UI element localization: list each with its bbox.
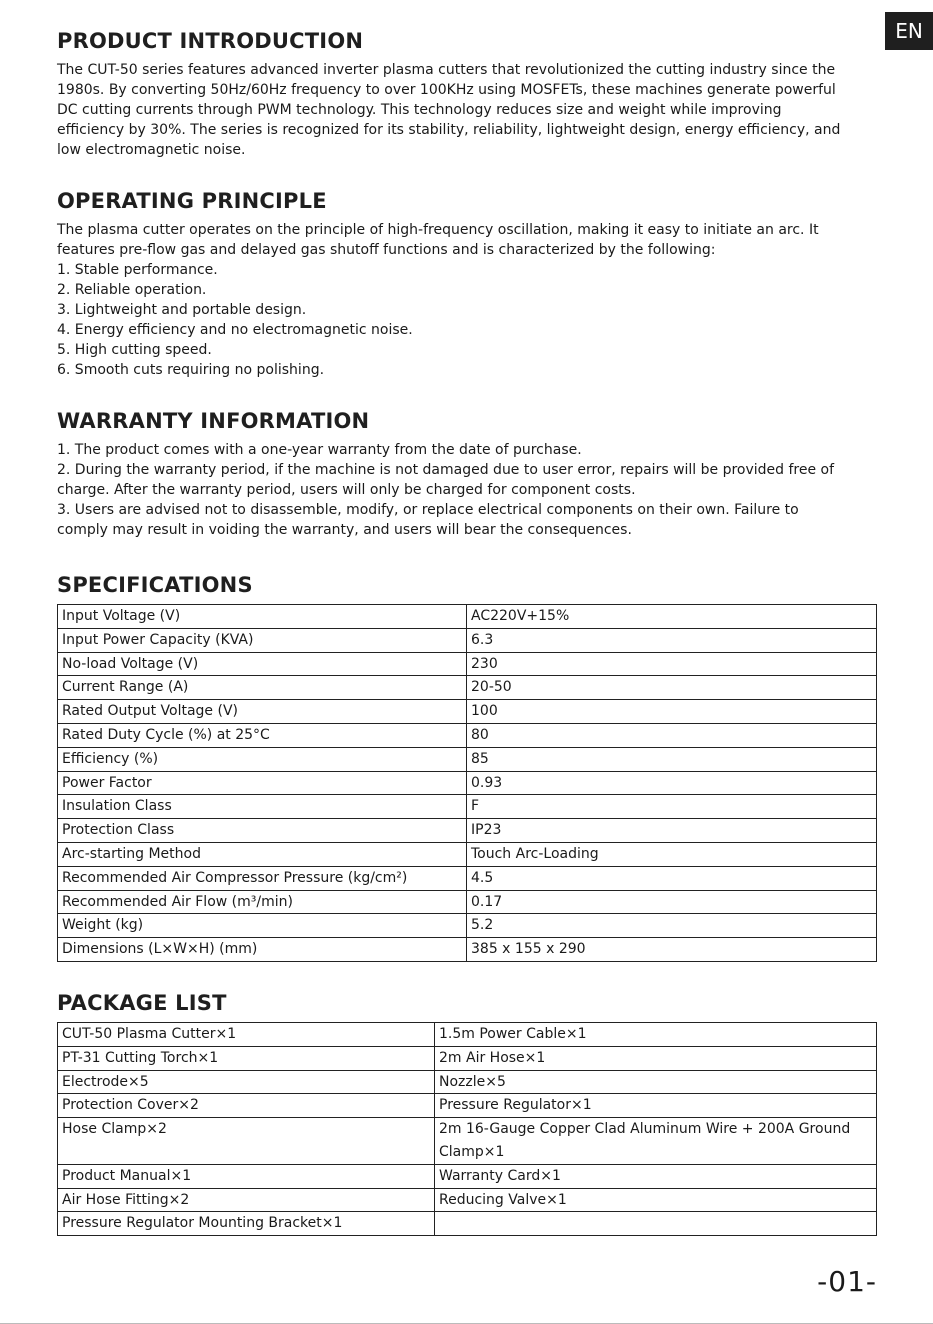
warranty-heading: WARRANTY INFORMATION [57, 409, 370, 433]
table-row [58, 771, 877, 795]
spec-label: Protection Class [58, 819, 467, 843]
language-tab: EN [885, 12, 933, 50]
spec-label: No-load Voltage (V) [58, 652, 467, 676]
package-table [57, 1022, 877, 1236]
warranty-line: charge. After the warranty period, users will only be charged for component costs. [57, 482, 636, 498]
intro-line: The CUT-50 series features advanced inverter plasma cutters that revolutionized the cutting industry since the [57, 62, 836, 78]
spec-label: Rated Output Voltage (V) [58, 700, 467, 724]
principle-feature-item: 3. Lightweight and portable design. [57, 302, 307, 318]
warranty-line: 1. The product comes with a one-year warranty from the date of purchase. [57, 442, 582, 458]
spec-label: Insulation Class [58, 795, 467, 819]
spec-label: Recommended Air Flow (m³/min) [58, 890, 467, 914]
table-row [58, 723, 877, 747]
package-item: Pressure Regulator×1 [435, 1094, 877, 1118]
table-row [58, 652, 877, 676]
spec-value: 85 [467, 747, 877, 771]
package-item: 2m Air Hose×1 [435, 1046, 877, 1070]
table-row [58, 1022, 877, 1046]
principle-feature-item: 2. Reliable operation. [57, 282, 207, 298]
package-item: 1.5m Power Cable×1 [435, 1022, 877, 1046]
principle-feature-item: 6. Smooth cuts requiring no polishing. [57, 362, 325, 378]
package-heading: PACKAGE LIST [57, 990, 227, 1015]
spec-label: Dimensions (L×W×H) (mm) [58, 938, 467, 962]
table-row [58, 1212, 877, 1236]
package-item [435, 1212, 877, 1236]
table-row [58, 914, 877, 938]
spec-value: 0.17 [467, 890, 877, 914]
package-item: CUT-50 Plasma Cutter×1 [58, 1022, 435, 1046]
specifications-heading: SPECIFICATIONS [57, 573, 253, 597]
spec-label: Power Factor [58, 771, 467, 795]
table-row [58, 605, 877, 629]
table-row [58, 1046, 877, 1070]
package-item: Reducing Valve×1 [435, 1188, 877, 1212]
package-item: Hose Clamp×2 [58, 1118, 435, 1165]
spec-value: 0.93 [467, 771, 877, 795]
warranty-line: 2. During the warranty period, if the machine is not damaged due to user error, repairs will be provided free of [57, 462, 835, 478]
spec-value: AC220V+15% [467, 605, 877, 629]
package-item: PT-31 Cutting Torch×1 [58, 1046, 435, 1070]
package-item: Product Manual×1 [58, 1164, 435, 1188]
table-row [58, 700, 877, 724]
spec-label: Input Power Capacity (KVA) [58, 628, 467, 652]
intro-line: efficiency by 30%. The series is recognized for its stability, reliability, lightweight design, energy efficiency, and [57, 122, 841, 138]
spec-label: Recommended Air Compressor Pressure (kg/cm²) [58, 866, 467, 890]
principle-heading: OPERATING PRINCIPLE [57, 189, 327, 213]
principle-line: features pre-flow gas and delayed gas shutoff functions and is characterized by the following: [57, 242, 716, 258]
package-item: Nozzle×5 [435, 1070, 877, 1094]
principle-feature-item: 4. Energy efficiency and no electromagnetic noise. [57, 322, 413, 338]
specifications-section [57, 570, 877, 962]
spec-label: Input Voltage (V) [58, 605, 467, 629]
spec-value: F [467, 795, 877, 819]
warranty-section [57, 406, 877, 540]
package-item: Air Hose Fitting×2 [58, 1188, 435, 1212]
specifications-table [57, 604, 877, 962]
table-row [58, 842, 877, 866]
table-row [58, 890, 877, 914]
table-row [58, 1118, 877, 1165]
principle-feature-item: 5. High cutting speed. [57, 342, 212, 358]
spec-value: 80 [467, 723, 877, 747]
table-row [58, 819, 877, 843]
intro-line: DC cutting currents through PWM technology. This technology reduces size and weight while improving [57, 102, 782, 118]
spec-label: Weight (kg) [58, 914, 467, 938]
package-item: Electrode×5 [58, 1070, 435, 1094]
table-row [58, 628, 877, 652]
spec-value: 20-50 [467, 676, 877, 700]
package-item: Protection Cover×2 [58, 1094, 435, 1118]
principle-line: The plasma cutter operates on the principle of high-frequency oscillation, making it easy to initiate an arc. It [57, 222, 819, 238]
spec-value: 230 [467, 652, 877, 676]
table-row [58, 676, 877, 700]
intro-section [57, 26, 877, 160]
package-section [57, 988, 877, 1236]
table-row [58, 938, 877, 962]
intro-line: 1980s. By converting 50Hz/60Hz frequency to over 100KHz using MOSFETs, these machines generate powerful [57, 82, 836, 98]
spec-label: Efficiency (%) [58, 747, 467, 771]
table-row [58, 1094, 877, 1118]
document-body [57, 26, 877, 1236]
spec-value: 385 x 155 x 290 [467, 938, 877, 962]
package-item: Pressure Regulator Mounting Bracket×1 [58, 1212, 435, 1236]
spec-value: Touch Arc-Loading [467, 842, 877, 866]
intro-line: low electromagnetic noise. [57, 142, 246, 158]
spec-value: 6.3 [467, 628, 877, 652]
spec-value: 100 [467, 700, 877, 724]
package-item: Warranty Card×1 [435, 1164, 877, 1188]
spec-value: 5.2 [467, 914, 877, 938]
spec-label: Rated Duty Cycle (%) at 25°C [58, 723, 467, 747]
warranty-line: 3. Users are advised not to disassemble, modify, or replace electrical components on their own. Failure to [57, 502, 799, 518]
table-row [58, 1164, 877, 1188]
principle-section [57, 186, 877, 380]
principle-feature-item: 1. Stable performance. [57, 262, 218, 278]
spec-label: Arc-starting Method [58, 842, 467, 866]
table-row [58, 1188, 877, 1212]
table-row [58, 1070, 877, 1094]
package-item: 2m 16-Gauge Copper Clad Aluminum Wire + 200A Ground Clamp×1 [435, 1118, 877, 1165]
warranty-line: comply may result in voiding the warranty, and users will bear the consequences. [57, 522, 632, 538]
spec-value: 4.5 [467, 866, 877, 890]
intro-heading: PRODUCT INTRODUCTION [57, 29, 364, 53]
page-number: -01- [817, 1265, 877, 1298]
table-row [58, 795, 877, 819]
table-row [58, 866, 877, 890]
table-row [58, 747, 877, 771]
intro-paragraph [57, 60, 877, 160]
spec-value: IP23 [467, 819, 877, 843]
spec-label: Current Range (A) [58, 676, 467, 700]
